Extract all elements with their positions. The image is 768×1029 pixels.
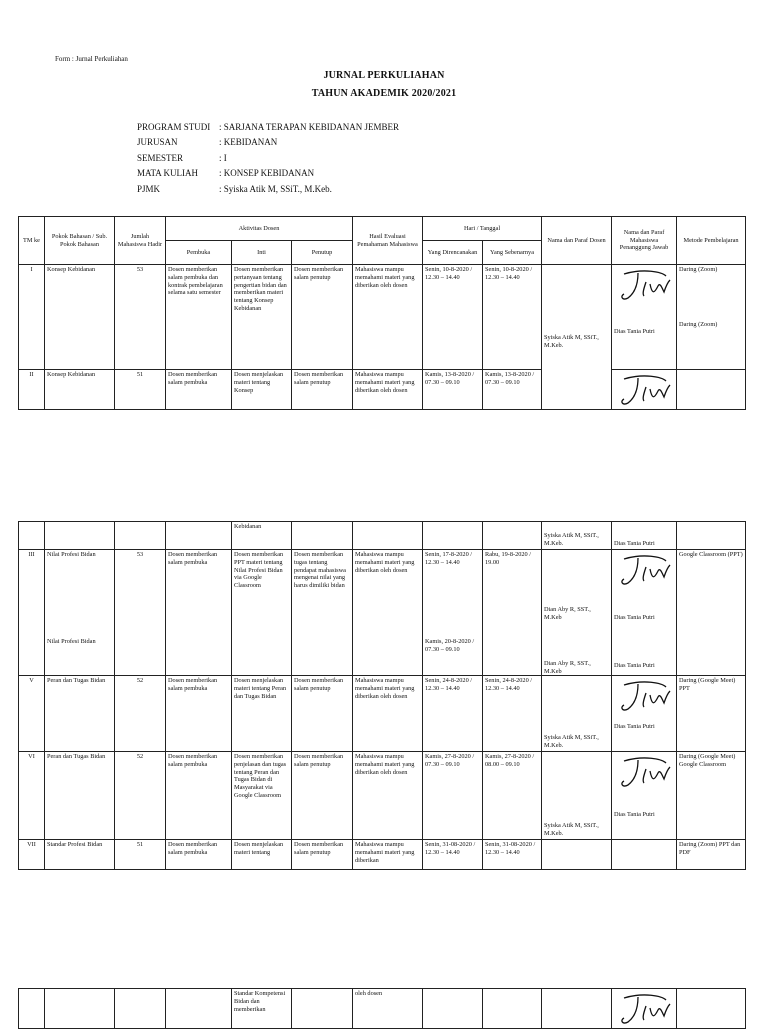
header-hasil: Hasil Evaluasi Pemahaman Mahasiswa: [353, 217, 423, 265]
rencana-cell: Senin, 31-08-2020 / 12.30 – 14.40: [423, 840, 483, 870]
penutup-cell: Dosen memberikan salam penutup: [292, 840, 353, 870]
pokok-cell: Peran dan Tugas Bidan: [45, 752, 115, 840]
hasil-cell: Mahasiswa mampu memahami materi yang diberikan oleh dosen: [353, 752, 423, 840]
inti-cell: Dosen memberikan pertanyaan tentang pengertian bidan dan memberikan materi tentang Konsep Kebidanan: [232, 265, 292, 370]
table-row: [19, 265, 746, 370]
pokok-cell: Nilai Profesi Bidan Nilai Profesi Bidan: [45, 550, 115, 676]
pembuka-cell: Dosen memberikan salam pembuka dan kontrak pembelajaran selama satu semester: [166, 265, 232, 370]
signature-image: [614, 553, 674, 587]
signature-image: [614, 373, 674, 407]
form-label: Form : Jurnal Perkuliahan: [55, 55, 128, 63]
header-pembuka: Pembuka: [166, 241, 232, 265]
rencana-cell: Senin, 17-8-2020 / 12.30 – 14.40 Kamis, 20-8-2020 / 07.30 – 09.10: [423, 550, 483, 676]
pembuka-cell: Dosen memberikan salam pembuka: [166, 840, 232, 870]
hasil-cell: Mahasiswa mampu memahami materi yang diberikan oleh dosen: [353, 676, 423, 752]
tm-cell: VII: [19, 840, 45, 870]
inti-cell: Dosen menjelaskan materi tentang Peran dan Tugas Bidan: [232, 676, 292, 752]
metode-cell: Daring (Google Meet) PPT: [677, 676, 746, 752]
jumlah-cell: 53: [115, 550, 166, 676]
tm-cell: III: [19, 550, 45, 676]
mhs-name: Dias Tania Putri: [614, 328, 655, 335]
metode-cell: Daring (Google Meet) Google Classroom: [677, 752, 746, 840]
pokok-cell: Konsep Kebidanan: [45, 265, 115, 370]
header-metode: Metode Pembelajaran: [677, 217, 746, 265]
dosen-cell: Dian Aby R, SST., M.Keb Dian Aby R, SST., M.Keb: [542, 550, 612, 676]
meta-jurusan: JURUSAN : KEBIDANAN: [137, 137, 278, 147]
mhs-cell: Dias Tania Putri: [612, 522, 677, 550]
journal-table-page1: [18, 216, 746, 410]
header-aktivitas: Aktivitas Dosen: [166, 217, 353, 241]
doc-subtitle: TAHUN AKADEMIK 2020/2021: [311, 88, 457, 99]
header-yang-direncanakan: Yang Direncanakan: [423, 241, 483, 265]
inti-cell: Dosen memberikan penjelasan dan tugas tentang Peran dan Tugas Bidan di Masyarakat via Google Classroom: [232, 752, 292, 840]
table-row: [19, 752, 746, 840]
sebenarnya-cell: Kamis, 13-8-2020 / 07.30 – 09.10: [483, 370, 542, 410]
dosen-cell: Syiska Atik M, SSiT., M.Keb.: [542, 752, 612, 840]
meta-semester: SEMESTER : I: [137, 153, 227, 163]
dosen-cell: [542, 265, 612, 410]
inti-cell: Dosen memberikan PPT materi tentang Nilai Profesi Bidan via Google Classroom: [232, 550, 292, 676]
penutup-cell: Dosen memberikan salam penutup: [292, 370, 353, 410]
sebenarnya-cell: Senin, 31-08-2020 / 12.30 – 14.40: [483, 840, 542, 870]
table-row: [19, 370, 746, 410]
tm-cell: V: [19, 676, 45, 752]
table-row: [19, 840, 746, 870]
penutup-cell: Dosen memberikan salam penutup: [292, 752, 353, 840]
header-penutup: Penutup: [292, 241, 353, 265]
meta-program-studi: PROGRAM STUDI : SARJANA TERAPAN KEBIDANAN JEMBER: [137, 122, 400, 132]
table-row: [19, 522, 746, 550]
rencana-cell: Kamis, 13-8-2020 / 07.30 – 09.10: [423, 370, 483, 410]
metode-cell: [677, 370, 746, 410]
dosen-cell: [542, 840, 612, 870]
mhs-cell: [612, 989, 677, 1029]
hasil-cell: Mahasiswa mampu memahami materi yang diberikan: [353, 840, 423, 870]
header-nama-dosen: Nama dan Paraf Dosen: [542, 217, 612, 265]
pokok-cell: Konsep Kebidanan: [45, 370, 115, 410]
table-row: [19, 676, 746, 752]
dosen-cell: Syiska Atik M, SSiT., M.Keb.: [542, 676, 612, 752]
jumlah-cell: 52: [115, 676, 166, 752]
signature-image: [614, 679, 674, 713]
penutup-cell: Dosen memberikan salam penutup: [292, 265, 353, 370]
signature-image: [614, 268, 674, 302]
metode-cell: Daring (Zoom) Daring (Zoom): [677, 265, 746, 370]
mhs-cell: Dias Tania Putri Dias Tania Putri: [612, 550, 677, 676]
tm-cell: II: [19, 370, 45, 410]
doc-title: JURNAL PERKULIAHAN: [323, 70, 445, 81]
mhs-cell: [612, 370, 677, 410]
table-row: [19, 550, 746, 676]
header-tm: TM ke: [19, 217, 45, 265]
mhs-cell: [612, 840, 677, 870]
meta-pjmk: PJMK : Syiska Atik M, SSiT., M.Keb.: [137, 184, 332, 194]
mhs-cell: [612, 265, 677, 370]
dosen-name: Syiska Atik M, SSiT., M.Keb.: [544, 334, 599, 349]
rencana-cell: Kamis, 27-8-2020 / 07.30 – 09.10: [423, 752, 483, 840]
journal-table-page2: [18, 521, 746, 870]
sebenarnya-cell: Senin, 24-8-2020 / 12.30 – 14.40: [483, 676, 542, 752]
hasil-cell: Mahasiswa mampu memahami materi yang diberikan oleh dosen: [353, 265, 423, 370]
signature-image: [614, 992, 674, 1026]
jumlah-cell: 53: [115, 265, 166, 370]
mhs-cell: Dias Tania Putri: [612, 676, 677, 752]
pembuka-cell: Dosen memberikan salam pembuka: [166, 370, 232, 410]
header-jumlah: Jumlah Mahasiswa Hadir: [115, 217, 166, 265]
table-row: [19, 989, 746, 1029]
pembuka-cell: Dosen memberikan salam pembuka: [166, 752, 232, 840]
header-inti: Inti: [232, 241, 292, 265]
metode-cell: Daring (Zoom) PPT dan PDF: [677, 840, 746, 870]
meta-mata-kuliah: MATA KULIAH : KONSEP KEBIDANAN: [137, 168, 315, 178]
inti-cell: Kebidanan: [232, 522, 292, 550]
hasil-cell: Mahasiswa mampu memahami materi yang diberikan oleh dosen: [353, 550, 423, 676]
inti-cell: Standar Kompetensi Bidan dan memberikan: [232, 989, 292, 1029]
hasil-cell: Mahasiswa mampu memahami materi yang diberikan oleh dosen: [353, 370, 423, 410]
pembuka-cell: Dosen memberikan salam pembuka: [166, 676, 232, 752]
sebenarnya-cell: Senin, 10-8-2020 / 12.30 – 14.40: [483, 265, 542, 370]
rencana-cell: Senin, 10-8-2020 / 12.30 – 14.40: [423, 265, 483, 370]
signature-image: [614, 755, 674, 789]
tm-cell: VI: [19, 752, 45, 840]
sebenarnya-cell: Rabu, 19-8-2020 / 19.00: [483, 550, 542, 676]
hasil-cell: oleh dosen: [353, 989, 423, 1029]
pokok-cell: Peran dan Tugas Bidan: [45, 676, 115, 752]
pokok-cell: Standar Profesi Bidan: [45, 840, 115, 870]
penutup-cell: Dosen memberikan tugas tentang pendapat mahasiswa mengenai nilai yang harus dimiliki bidan: [292, 550, 353, 676]
rencana-cell: Senin, 24-8-2020 / 12.30 – 14.40: [423, 676, 483, 752]
tm-cell: I: [19, 265, 45, 370]
mhs-cell: Dias Tania Putri: [612, 752, 677, 840]
pembuka-cell: Dosen memberikan salam pembuka: [166, 550, 232, 676]
jumlah-cell: 51: [115, 840, 166, 870]
jumlah-cell: 52: [115, 752, 166, 840]
header-pokok-bahasan: Pokok Bahasan / Sub. Pokok Bahasan: [45, 217, 115, 265]
header-yang-sebenarnya: Yang Sebenarnya: [483, 241, 542, 265]
header-hari: Hari / Tanggal: [423, 217, 542, 241]
sebenarnya-cell: Kamis, 27-8-2020 / 08.00 – 09.10: [483, 752, 542, 840]
penutup-cell: Dosen memberikan salam penutup: [292, 676, 353, 752]
dosen-cell: Syiska Atik M, SSiT., M.Keb.: [542, 522, 612, 550]
header-nama-mhs: Nama dan Paraf Mahasiswa Penanggung Jawab: [612, 217, 677, 265]
inti-cell: Dosen menjelaskan materi tentang Konsep: [232, 370, 292, 410]
inti-cell: Dosen menjelaskan materi tentang: [232, 840, 292, 870]
metode-cell: Google Classroom (PPT): [677, 550, 746, 676]
journal-table-page3: [18, 988, 746, 1029]
jumlah-cell: 51: [115, 370, 166, 410]
